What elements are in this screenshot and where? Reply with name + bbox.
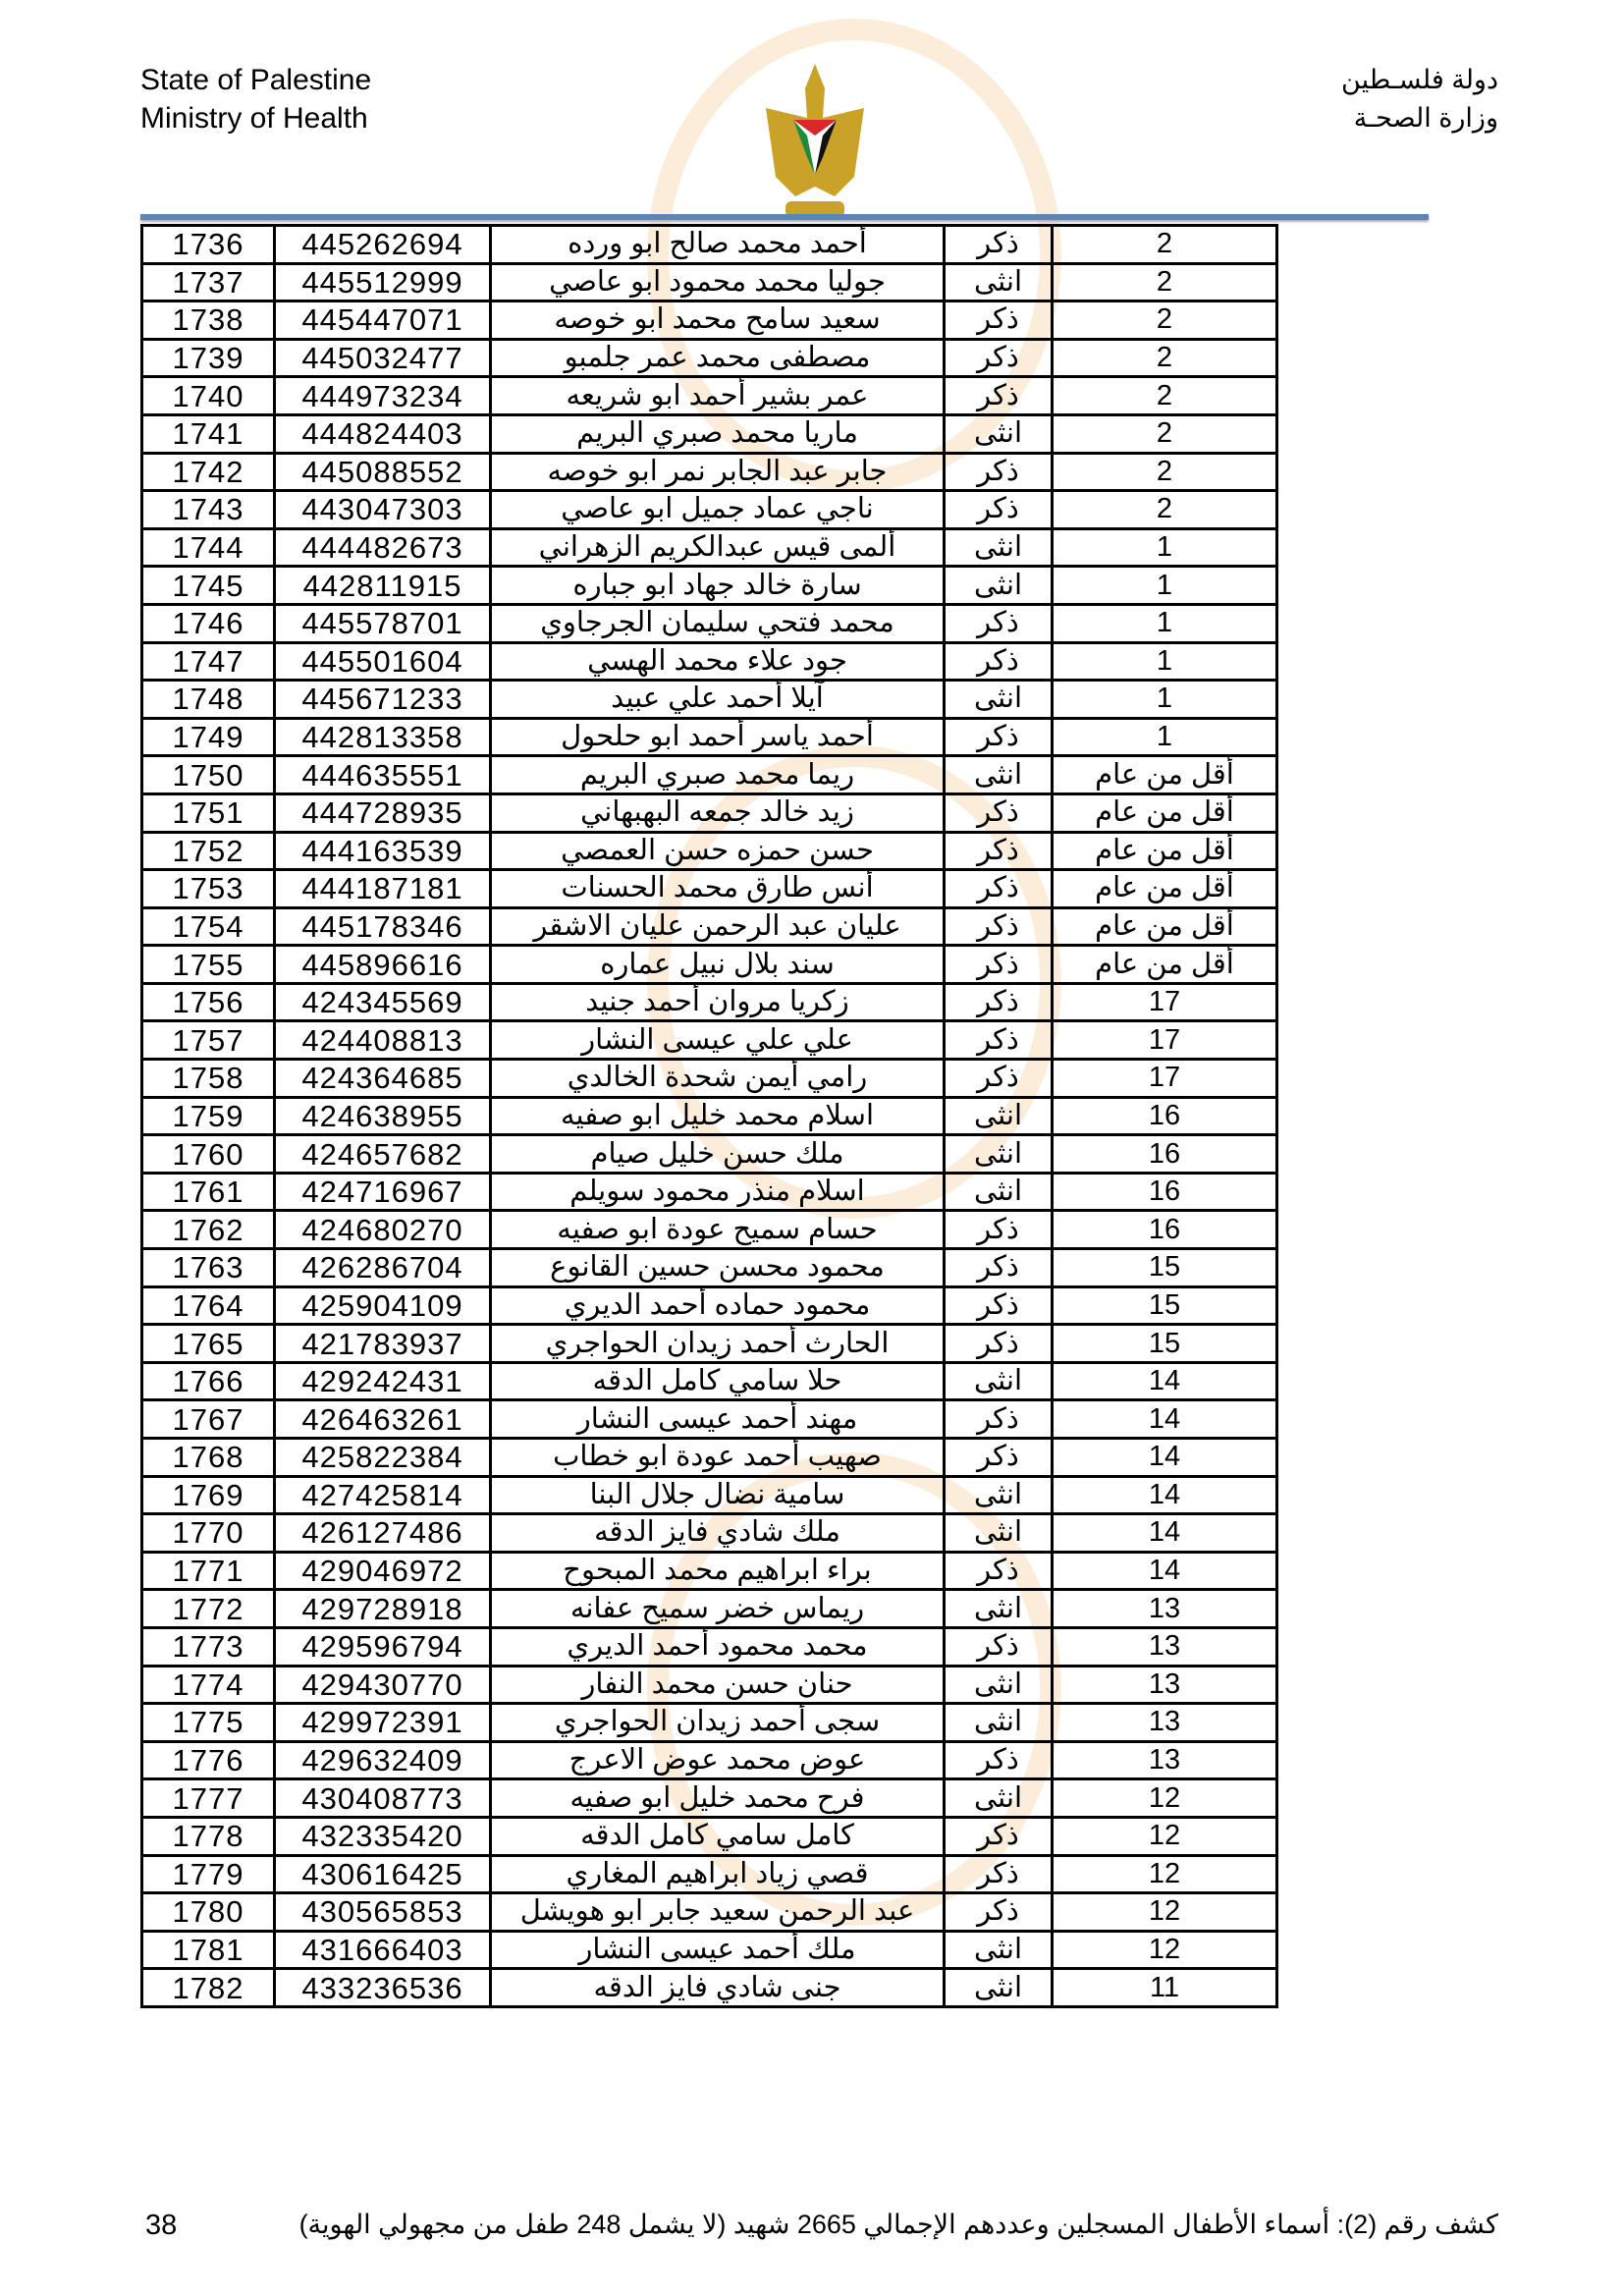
age: 11 bbox=[1053, 1969, 1277, 2007]
age: 12 bbox=[1053, 1893, 1277, 1932]
child-name: ناجي عماد جميل ابو عاصي bbox=[491, 491, 945, 529]
child-name: محمد فتحي سليمان الجرجاوي bbox=[491, 604, 945, 642]
row-number: 1742 bbox=[142, 453, 275, 491]
table-row bbox=[142, 604, 1277, 642]
child-name: فرح محمد خليل ابو صفيه bbox=[491, 1779, 945, 1818]
child-name: محمود حماده أحمد الديري bbox=[491, 1286, 945, 1325]
row-number: 1774 bbox=[142, 1666, 275, 1704]
age: 17 bbox=[1053, 1021, 1277, 1060]
table-row bbox=[142, 1476, 1277, 1514]
child-name: مصطفى محمد عمر جلمبو bbox=[491, 339, 945, 377]
row-number: 1749 bbox=[142, 718, 275, 756]
age: 1 bbox=[1053, 681, 1277, 719]
gender: انثى bbox=[945, 528, 1053, 567]
table-row bbox=[142, 377, 1277, 415]
id-number: 429728918 bbox=[275, 1590, 491, 1628]
id-number: 430616425 bbox=[275, 1855, 491, 1893]
gender: ذكر bbox=[945, 1741, 1053, 1779]
id-number: 429046972 bbox=[275, 1552, 491, 1590]
table-row bbox=[142, 1400, 1277, 1439]
table-row bbox=[142, 1666, 1277, 1704]
child-name: عبد الرحمن سعيد جابر ابو هويشل bbox=[491, 1893, 945, 1932]
gender: ذكر bbox=[945, 226, 1053, 264]
child-name: مهند أحمد عيسى النشار bbox=[491, 1400, 945, 1439]
row-number: 1758 bbox=[142, 1060, 275, 1098]
row-number: 1772 bbox=[142, 1590, 275, 1628]
table-row bbox=[142, 1135, 1277, 1174]
age: 13 bbox=[1053, 1741, 1277, 1779]
age: 16 bbox=[1053, 1135, 1277, 1174]
age: 17 bbox=[1053, 983, 1277, 1021]
gender: انثى bbox=[945, 1514, 1053, 1553]
gender: ذكر bbox=[945, 1249, 1053, 1287]
gender: ذكر bbox=[945, 870, 1053, 908]
gender: انثى bbox=[945, 1135, 1053, 1174]
header-arabic bbox=[1341, 61, 1498, 137]
row-number: 1771 bbox=[142, 1552, 275, 1590]
child-name: حنان حسن محمد النفار bbox=[491, 1666, 945, 1704]
ministry-name-en: Ministry of Health bbox=[140, 102, 368, 135]
table-row bbox=[142, 1590, 1277, 1628]
row-number: 1760 bbox=[142, 1135, 275, 1174]
age: 13 bbox=[1053, 1627, 1277, 1666]
age: 14 bbox=[1053, 1362, 1277, 1400]
row-number: 1765 bbox=[142, 1325, 275, 1363]
row-number: 1768 bbox=[142, 1439, 275, 1477]
id-number: 424657682 bbox=[275, 1135, 491, 1174]
age: 2 bbox=[1053, 491, 1277, 529]
gender: ذكر bbox=[945, 1286, 1053, 1325]
id-number: 444163539 bbox=[275, 832, 491, 870]
row-number: 1747 bbox=[142, 642, 275, 681]
child-name: زكريا مروان أحمد جنيد bbox=[491, 983, 945, 1021]
gender: انثى bbox=[945, 1969, 1053, 2007]
gender: انثى bbox=[945, 681, 1053, 719]
id-number: 430565853 bbox=[275, 1893, 491, 1932]
table-row bbox=[142, 528, 1277, 567]
id-number: 429972391 bbox=[275, 1704, 491, 1742]
age: 13 bbox=[1053, 1704, 1277, 1742]
row-number: 1769 bbox=[142, 1476, 275, 1514]
table-row bbox=[142, 1855, 1277, 1893]
child-name: أحمد محمد صالح ابو ورده bbox=[491, 226, 945, 264]
gender: ذكر bbox=[945, 301, 1053, 340]
age: 16 bbox=[1053, 1097, 1277, 1135]
table-row bbox=[142, 1439, 1277, 1477]
id-number: 424345569 bbox=[275, 983, 491, 1021]
gender: ذكر bbox=[945, 1855, 1053, 1893]
child-name: حسام سميح عودة ابو صفيه bbox=[491, 1211, 945, 1249]
age: 2 bbox=[1053, 226, 1277, 264]
table-row bbox=[142, 832, 1277, 870]
child-name: عوض محمد عوض الاعرج bbox=[491, 1741, 945, 1779]
age: 15 bbox=[1053, 1249, 1277, 1287]
age: 17 bbox=[1053, 1060, 1277, 1098]
id-number: 432335420 bbox=[275, 1817, 491, 1855]
table-row bbox=[142, 1249, 1277, 1287]
gender: ذكر bbox=[945, 1439, 1053, 1477]
gender: انثى bbox=[945, 1097, 1053, 1135]
row-number: 1757 bbox=[142, 1021, 275, 1060]
id-number: 429596794 bbox=[275, 1627, 491, 1666]
age: أقل من عام bbox=[1053, 793, 1277, 832]
child-name: سامية نضال جلال البنا bbox=[491, 1476, 945, 1514]
child-name: صهيب أحمد عودة ابو خطاب bbox=[491, 1439, 945, 1477]
age: 15 bbox=[1053, 1286, 1277, 1325]
age: 1 bbox=[1053, 604, 1277, 642]
age: 2 bbox=[1053, 339, 1277, 377]
row-number: 1744 bbox=[142, 528, 275, 567]
row-number: 1754 bbox=[142, 907, 275, 946]
age: 2 bbox=[1053, 263, 1277, 301]
gender: انثى bbox=[945, 1590, 1053, 1628]
child-name: ألمى قيس عبدالكريم الزهراني bbox=[491, 528, 945, 567]
child-name: عليان عبد الرحمن عليان الاشقر bbox=[491, 907, 945, 946]
child-name: محمود محسن حسين القانوع bbox=[491, 1249, 945, 1287]
child-name: حلا سامي كامل الدقه bbox=[491, 1362, 945, 1400]
row-number: 1756 bbox=[142, 983, 275, 1021]
row-number: 1778 bbox=[142, 1817, 275, 1855]
row-number: 1746 bbox=[142, 604, 275, 642]
child-name: ملك شادي فايز الدقه bbox=[491, 1514, 945, 1553]
id-number: 431666403 bbox=[275, 1931, 491, 1969]
table-row bbox=[142, 946, 1277, 984]
age: أقل من عام bbox=[1053, 907, 1277, 946]
table-caption: كشف رقم (2): أسماء الأطفال المسجلين وعددهم الإجمالي 2665 شهيد (لا يشمل 248 طفل من مجهولي الهوية) bbox=[298, 2210, 1498, 2239]
id-number: 444973234 bbox=[275, 377, 491, 415]
id-number: 445447071 bbox=[275, 301, 491, 340]
id-number: 429632409 bbox=[275, 1741, 491, 1779]
row-number: 1776 bbox=[142, 1741, 275, 1779]
gender: انثى bbox=[945, 414, 1053, 453]
gender: ذكر bbox=[945, 642, 1053, 681]
child-name: جود علاء محمد الهسي bbox=[491, 642, 945, 681]
child-name: أحمد ياسر أحمد ابو حلحول bbox=[491, 718, 945, 756]
child-name: اسلام محمد خليل ابو صفيه bbox=[491, 1097, 945, 1135]
age: 16 bbox=[1053, 1173, 1277, 1211]
age: 12 bbox=[1053, 1931, 1277, 1969]
table-row bbox=[142, 339, 1277, 377]
table-row bbox=[142, 1931, 1277, 1969]
table-row bbox=[142, 1893, 1277, 1932]
age: 1 bbox=[1053, 642, 1277, 681]
table-row bbox=[142, 1325, 1277, 1363]
table-row bbox=[142, 1552, 1277, 1590]
child-name: آيلا أحمد علي عبيد bbox=[491, 681, 945, 719]
id-number: 425822384 bbox=[275, 1439, 491, 1477]
state-name-ar: دولة فلسـطين bbox=[1341, 65, 1498, 94]
age: أقل من عام bbox=[1053, 756, 1277, 794]
table-row bbox=[142, 226, 1277, 264]
table-row bbox=[142, 1704, 1277, 1742]
gender: انثى bbox=[945, 1362, 1053, 1400]
gender: ذكر bbox=[945, 491, 1053, 529]
row-number: 1759 bbox=[142, 1097, 275, 1135]
table-row bbox=[142, 567, 1277, 605]
child-name: ملك أحمد عيسى النشار bbox=[491, 1931, 945, 1969]
table-row bbox=[142, 491, 1277, 529]
row-number: 1764 bbox=[142, 1286, 275, 1325]
row-number: 1745 bbox=[142, 567, 275, 605]
age: 14 bbox=[1053, 1439, 1277, 1477]
gender: انثى bbox=[945, 756, 1053, 794]
table-row bbox=[142, 907, 1277, 946]
table-row bbox=[142, 870, 1277, 908]
table-row bbox=[142, 983, 1277, 1021]
child-name: ملك حسن خليل صيام bbox=[491, 1135, 945, 1174]
id-number: 444635551 bbox=[275, 756, 491, 794]
child-name: جوليا محمد محمود ابو عاصي bbox=[491, 263, 945, 301]
page-number: 38 bbox=[145, 2210, 178, 2241]
id-number: 433236536 bbox=[275, 1969, 491, 2007]
table-row bbox=[142, 1741, 1277, 1779]
age: 1 bbox=[1053, 528, 1277, 567]
gender: ذكر bbox=[945, 1325, 1053, 1363]
id-number: 421783937 bbox=[275, 1325, 491, 1363]
age: أقل من عام bbox=[1053, 870, 1277, 908]
gender: ذكر bbox=[945, 1817, 1053, 1855]
id-number: 426286704 bbox=[275, 1249, 491, 1287]
gender: انثى bbox=[945, 1476, 1053, 1514]
row-number: 1773 bbox=[142, 1627, 275, 1666]
table-row bbox=[142, 681, 1277, 719]
row-number: 1762 bbox=[142, 1211, 275, 1249]
gender: ذكر bbox=[945, 1400, 1053, 1439]
row-number: 1779 bbox=[142, 1855, 275, 1893]
row-number: 1755 bbox=[142, 946, 275, 984]
row-number: 1740 bbox=[142, 377, 275, 415]
table-row bbox=[142, 1817, 1277, 1855]
child-name: سند بلال نبيل عماره bbox=[491, 946, 945, 984]
age: أقل من عام bbox=[1053, 946, 1277, 984]
child-name: زيد خالد جمعه البهبهاني bbox=[491, 793, 945, 832]
age: 14 bbox=[1053, 1552, 1277, 1590]
id-number: 445262694 bbox=[275, 226, 491, 264]
row-number: 1782 bbox=[142, 1969, 275, 2007]
table-row bbox=[142, 793, 1277, 832]
age: 2 bbox=[1053, 414, 1277, 453]
child-name: جابر عبد الجابر نمر ابو خوصه bbox=[491, 453, 945, 491]
age: 2 bbox=[1053, 301, 1277, 340]
child-name: أنس طارق محمد الحسنات bbox=[491, 870, 945, 908]
gender: انثى bbox=[945, 567, 1053, 605]
id-number: 445578701 bbox=[275, 604, 491, 642]
table-row bbox=[142, 453, 1277, 491]
table-row bbox=[142, 1097, 1277, 1135]
age: 14 bbox=[1053, 1400, 1277, 1439]
row-number: 1736 bbox=[142, 226, 275, 264]
child-name: سارة خالد جهاد ابو جباره bbox=[491, 567, 945, 605]
child-name: حسن حمزه حسن العمصي bbox=[491, 832, 945, 870]
table-row bbox=[142, 1779, 1277, 1818]
row-number: 1775 bbox=[142, 1704, 275, 1742]
child-name: رامي أيمن شحدة الخالدي bbox=[491, 1060, 945, 1098]
id-number: 445671233 bbox=[275, 681, 491, 719]
row-number: 1763 bbox=[142, 1249, 275, 1287]
id-number: 424638955 bbox=[275, 1097, 491, 1135]
child-name: سجى أحمد زيدان الحواجري bbox=[491, 1704, 945, 1742]
table-row bbox=[142, 1514, 1277, 1553]
id-number: 426463261 bbox=[275, 1400, 491, 1439]
table-row bbox=[142, 1627, 1277, 1666]
age: 1 bbox=[1053, 718, 1277, 756]
child-name: سعيد سامح محمد ابو خوصه bbox=[491, 301, 945, 340]
child-name: عمر بشير أحمد ابو شريعه bbox=[491, 377, 945, 415]
row-number: 1753 bbox=[142, 870, 275, 908]
id-number: 445512999 bbox=[275, 263, 491, 301]
gender: ذكر bbox=[945, 1021, 1053, 1060]
gender: ذكر bbox=[945, 339, 1053, 377]
gender: انثى bbox=[945, 1666, 1053, 1704]
age: 12 bbox=[1053, 1817, 1277, 1855]
child-name: ريما محمد صبري البريم bbox=[491, 756, 945, 794]
state-name-en: State of Palestine bbox=[140, 64, 372, 96]
ministry-name-ar: وزارة الصحـة bbox=[1353, 103, 1498, 133]
row-number: 1750 bbox=[142, 756, 275, 794]
age: 15 bbox=[1053, 1325, 1277, 1363]
age: 12 bbox=[1053, 1855, 1277, 1893]
age: 2 bbox=[1053, 377, 1277, 415]
id-number: 445178346 bbox=[275, 907, 491, 946]
id-number: 445896616 bbox=[275, 946, 491, 984]
id-number: 443047303 bbox=[275, 491, 491, 529]
id-number: 424716967 bbox=[275, 1173, 491, 1211]
id-number: 444187181 bbox=[275, 870, 491, 908]
child-name: ماريا محمد صبري البريم bbox=[491, 414, 945, 453]
id-number: 425904109 bbox=[275, 1286, 491, 1325]
row-number: 1737 bbox=[142, 263, 275, 301]
gender: ذكر bbox=[945, 793, 1053, 832]
id-number: 430408773 bbox=[275, 1779, 491, 1818]
age: 12 bbox=[1053, 1779, 1277, 1818]
age: 14 bbox=[1053, 1514, 1277, 1553]
table-row bbox=[142, 1211, 1277, 1249]
child-name: اسلام منذر محمود سويلم bbox=[491, 1173, 945, 1211]
id-number: 424408813 bbox=[275, 1021, 491, 1060]
gender: ذكر bbox=[945, 718, 1053, 756]
row-number: 1780 bbox=[142, 1893, 275, 1932]
id-number: 444728935 bbox=[275, 793, 491, 832]
palestine-emblem-icon bbox=[756, 59, 874, 226]
gender: ذكر bbox=[945, 453, 1053, 491]
row-number: 1777 bbox=[142, 1779, 275, 1818]
child-name: قصي زياد ابراهيم المغاري bbox=[491, 1855, 945, 1893]
gender: ذكر bbox=[945, 946, 1053, 984]
id-number: 445088552 bbox=[275, 453, 491, 491]
table-row bbox=[142, 1969, 1277, 2007]
table-row bbox=[142, 718, 1277, 756]
gender: انثى bbox=[945, 1704, 1053, 1742]
id-number: 445032477 bbox=[275, 339, 491, 377]
table-row bbox=[142, 1286, 1277, 1325]
row-number: 1751 bbox=[142, 793, 275, 832]
table-row bbox=[142, 414, 1277, 453]
header-rule bbox=[140, 214, 1429, 220]
gender: ذكر bbox=[945, 604, 1053, 642]
table-row bbox=[142, 1173, 1277, 1211]
gender: ذكر bbox=[945, 832, 1053, 870]
row-number: 1752 bbox=[142, 832, 275, 870]
gender: انثى bbox=[945, 1931, 1053, 1969]
gender: ذكر bbox=[945, 377, 1053, 415]
child-name: ريماس خضر سميح عفانه bbox=[491, 1590, 945, 1628]
id-number: 442813358 bbox=[275, 718, 491, 756]
children-table bbox=[140, 224, 1278, 2008]
id-number: 424680270 bbox=[275, 1211, 491, 1249]
row-number: 1767 bbox=[142, 1400, 275, 1439]
age: 13 bbox=[1053, 1590, 1277, 1628]
age: 13 bbox=[1053, 1666, 1277, 1704]
row-number: 1770 bbox=[142, 1514, 275, 1553]
gender: ذكر bbox=[945, 1211, 1053, 1249]
id-number: 445501604 bbox=[275, 642, 491, 681]
age: 14 bbox=[1053, 1476, 1277, 1514]
id-number: 442811915 bbox=[275, 567, 491, 605]
gender: انثى bbox=[945, 1779, 1053, 1818]
table-row bbox=[142, 301, 1277, 340]
id-number: 424364685 bbox=[275, 1060, 491, 1098]
gender: انثى bbox=[945, 1173, 1053, 1211]
row-number: 1741 bbox=[142, 414, 275, 453]
header-english bbox=[140, 61, 371, 137]
row-number: 1743 bbox=[142, 491, 275, 529]
age: أقل من عام bbox=[1053, 832, 1277, 870]
gender: ذكر bbox=[945, 983, 1053, 1021]
table-row bbox=[142, 642, 1277, 681]
child-name: كامل سامي كامل الدقه bbox=[491, 1817, 945, 1855]
id-number: 429430770 bbox=[275, 1666, 491, 1704]
table-row bbox=[142, 1362, 1277, 1400]
id-number: 427425814 bbox=[275, 1476, 491, 1514]
id-number: 444482673 bbox=[275, 528, 491, 567]
child-name: جنى شادي فايز الدقه bbox=[491, 1969, 945, 2007]
gender: انثى bbox=[945, 263, 1053, 301]
row-number: 1781 bbox=[142, 1931, 275, 1969]
child-name: محمد محمود أحمد الديري bbox=[491, 1627, 945, 1666]
age: 1 bbox=[1053, 567, 1277, 605]
table-row bbox=[142, 263, 1277, 301]
table-row bbox=[142, 756, 1277, 794]
row-number: 1761 bbox=[142, 1173, 275, 1211]
gender: ذكر bbox=[945, 1627, 1053, 1666]
gender: ذكر bbox=[945, 907, 1053, 946]
age: 16 bbox=[1053, 1211, 1277, 1249]
row-number: 1738 bbox=[142, 301, 275, 340]
id-number: 426127486 bbox=[275, 1514, 491, 1553]
row-number: 1739 bbox=[142, 339, 275, 377]
gender: ذكر bbox=[945, 1893, 1053, 1932]
gender: ذكر bbox=[945, 1060, 1053, 1098]
row-number: 1748 bbox=[142, 681, 275, 719]
gender: ذكر bbox=[945, 1552, 1053, 1590]
row-number: 1766 bbox=[142, 1362, 275, 1400]
child-name: براء ابراهيم محمد المبحوح bbox=[491, 1552, 945, 1590]
table-row bbox=[142, 1060, 1277, 1098]
id-number: 429242431 bbox=[275, 1362, 491, 1400]
table-row bbox=[142, 1021, 1277, 1060]
id-number: 444824403 bbox=[275, 414, 491, 453]
child-name: الحارث أحمد زيدان الحواجري bbox=[491, 1325, 945, 1363]
child-name: علي علي عيسى النشار bbox=[491, 1021, 945, 1060]
age: 2 bbox=[1053, 453, 1277, 491]
